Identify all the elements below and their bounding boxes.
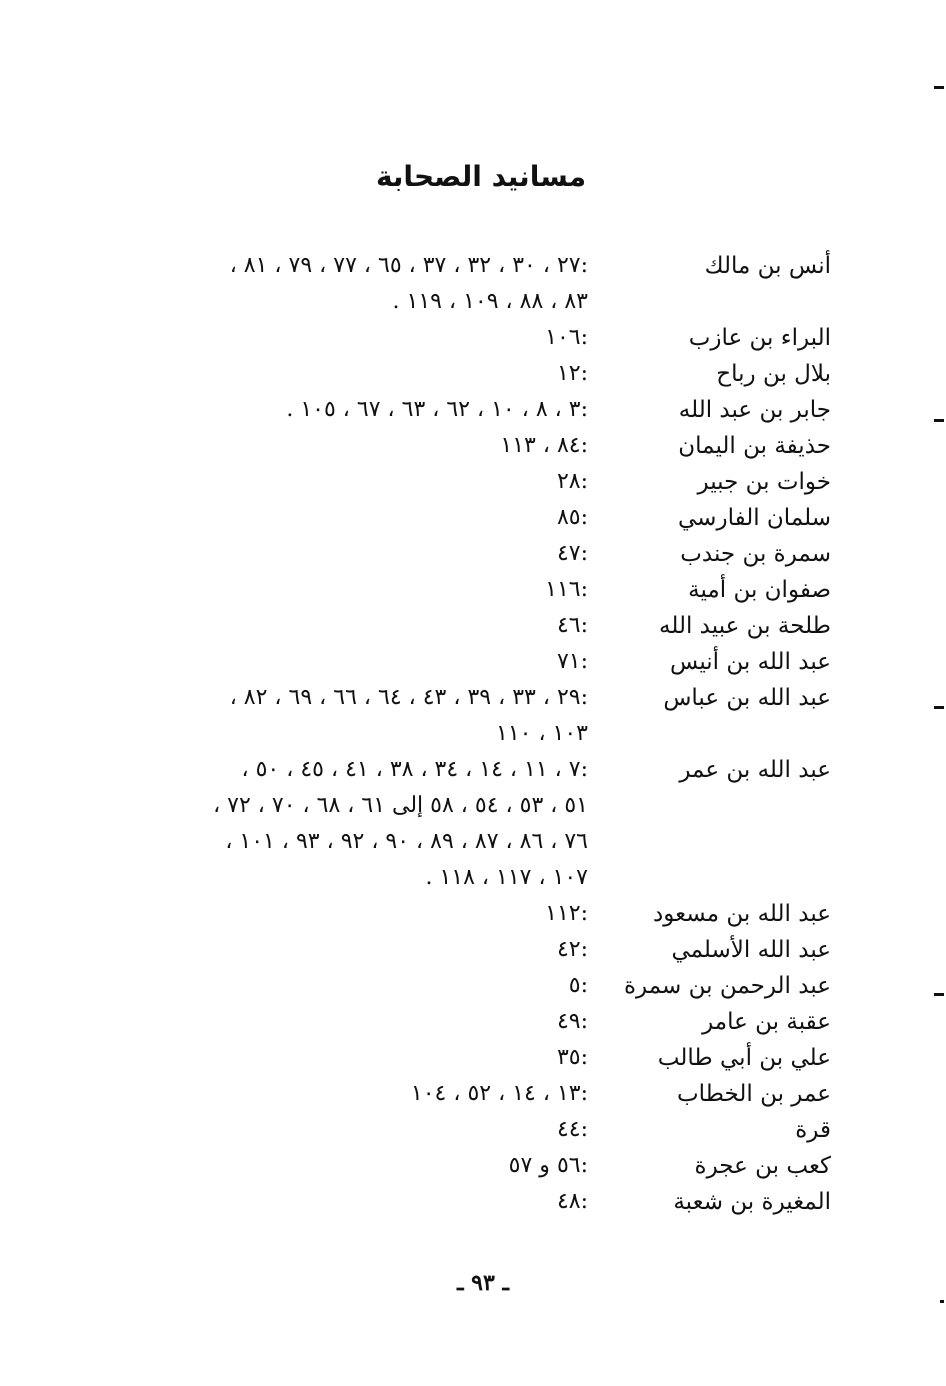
margin-mark [940, 1300, 944, 1303]
margin-mark [934, 993, 944, 996]
companion-name: عقبة بن عامر [702, 1009, 831, 1035]
page-reference-line: :٧١ [556, 649, 588, 674]
separator-colon: : [580, 469, 588, 494]
companion-name: عبد الله بن عباس [663, 685, 831, 711]
companion-name: حذيفة بن اليمان [678, 433, 831, 459]
page-reference-line: :٤٩ [556, 1009, 588, 1034]
page-references [140, 1148, 588, 1184]
margin-mark [934, 706, 944, 709]
companion-name: جابر بن عبد الله [678, 397, 831, 423]
separator-colon: : [580, 1117, 588, 1142]
index-entry [0, 644, 946, 680]
companion-name: خوات بن جبير [697, 469, 831, 495]
companion-name: سمرة بن جندب [680, 541, 831, 567]
page-reference-line: ١٠٧ ، ١١٧ ، ١١٨ . [425, 865, 588, 890]
separator-colon: : [580, 757, 588, 782]
page-reference-line: :٨٥ [556, 505, 588, 530]
page-reference-line: :١١٦ [545, 577, 588, 602]
index-entry [0, 968, 946, 1004]
separator-colon: : [580, 649, 588, 674]
companion-name: صفوان بن أمية [688, 577, 831, 603]
companions-index [0, 248, 946, 1220]
page-references [140, 248, 588, 320]
companion-name: عمر بن الخطاب [676, 1081, 831, 1107]
companion-name: قرة [795, 1117, 831, 1143]
companion-name: المغيرة بن شعبة [673, 1189, 831, 1215]
index-entry [0, 392, 946, 428]
page-reference-line: :٤٤ [556, 1117, 588, 1142]
page-references [140, 680, 588, 752]
companion-name: عبد الله بن عمر [679, 757, 831, 783]
page-references [140, 896, 588, 932]
companion-name: أنس بن مالك [704, 253, 831, 279]
page-reference-line: :١٣ ، ١٤ ، ٥٢ ، ١٠٤ [410, 1081, 588, 1106]
page-reference-line: ٥١ ، ٥٣ ، ٥٤ ، ٥٨ إلى ٦١ ، ٦٨ ، ٧٠ ، ٧٢ ، [213, 793, 588, 818]
index-entry [0, 608, 946, 644]
page-references [140, 536, 588, 572]
page-title: مسانيد الصحابة [375, 160, 587, 193]
page-references [140, 1004, 588, 1040]
page-reference-line: :٧ ، ١١ ، ١٤ ، ٣٤ ، ٣٨ ، ٤١ ، ٤٥ ، ٥٠ ، [241, 757, 588, 782]
page-references [140, 644, 588, 680]
page-references [140, 608, 588, 644]
separator-colon: : [580, 613, 588, 638]
separator-colon: : [580, 973, 588, 998]
separator-colon: : [580, 685, 588, 710]
index-entry [0, 1004, 946, 1040]
page-references [140, 428, 588, 464]
separator-colon: : [580, 325, 588, 350]
page-references [140, 1040, 588, 1076]
separator-colon: : [580, 541, 588, 566]
page-reference-line: ٧٦ ، ٨٦ ، ٨٧ ، ٨٩ ، ٩٠ ، ٩٢ ، ٩٣ ، ١٠١ ، [225, 829, 588, 854]
page-reference-line: ١٠٣ ، ١١٠ [496, 721, 588, 746]
companion-name: كعب بن عجرة [694, 1153, 831, 1179]
index-entry [0, 680, 946, 752]
margin-mark [934, 86, 944, 89]
page-references [140, 572, 588, 608]
page-reference-line: :٤٦ [556, 613, 588, 638]
index-entry [0, 464, 946, 500]
page-references [140, 320, 588, 356]
companion-name: عبد الرحمن بن سمرة [624, 973, 831, 999]
index-entry [0, 248, 946, 320]
page-references [140, 500, 588, 536]
page-reference-line: :١٢ [556, 361, 588, 386]
companion-name: عبد الله بن أنيس [670, 649, 831, 675]
index-entry [0, 428, 946, 464]
separator-colon: : [580, 253, 588, 278]
index-entry [0, 1040, 946, 1076]
page-reference-line: :٥٦ و ٥٧ [508, 1153, 588, 1178]
separator-colon: : [580, 1189, 588, 1214]
margin-mark [934, 419, 944, 422]
page-references [140, 1184, 588, 1220]
page-references [140, 1112, 588, 1148]
page-reference-line: :٨٤ ، ١١٣ [500, 433, 588, 458]
index-entry [0, 1112, 946, 1148]
separator-colon: : [580, 1009, 588, 1034]
index-entry [0, 572, 946, 608]
separator-colon: : [580, 1045, 588, 1070]
page-references [140, 932, 588, 968]
index-entry [0, 356, 946, 392]
page-reference-line: :٤٢ [556, 937, 588, 962]
index-entry [0, 932, 946, 968]
page-reference-line: :٣٥ [556, 1045, 588, 1070]
page-number: ـ ٩٣ ـ [457, 1270, 509, 1296]
separator-colon: : [580, 361, 588, 386]
separator-colon: : [580, 433, 588, 458]
page-references [140, 392, 588, 428]
index-entry [0, 500, 946, 536]
index-entry [0, 1148, 946, 1184]
page-references [140, 968, 588, 1004]
index-entry [0, 896, 946, 932]
page-reference-line: :٥ [568, 973, 588, 998]
index-entry [0, 752, 946, 896]
separator-colon: : [580, 397, 588, 422]
page-reference-line: ٨٣ ، ٨٨ ، ١٠٩ ، ١١٩ . [392, 289, 588, 314]
separator-colon: : [580, 901, 588, 926]
page-reference-line: :٢٨ [556, 469, 588, 494]
page-references [140, 752, 588, 896]
page-references [140, 1076, 588, 1112]
index-entry [0, 320, 946, 356]
page-reference-line: :٣ ، ٨ ، ١٠ ، ٦٢ ، ٦٣ ، ٦٧ ، ١٠٥ . [286, 397, 588, 422]
separator-colon: : [580, 1081, 588, 1106]
page-references [140, 356, 588, 392]
companion-name: عبد الله بن مسعود [653, 901, 831, 927]
page-reference-line: :٢٧ ، ٣٠ ، ٣٢ ، ٣٧ ، ٦٥ ، ٧٧ ، ٧٩ ، ٨١ ، [229, 253, 588, 278]
index-entry [0, 1076, 946, 1112]
separator-colon: : [580, 577, 588, 602]
companion-name: بلال بن رباح [716, 361, 831, 387]
separator-colon: : [580, 937, 588, 962]
page-reference-line: :٢٩ ، ٣٣ ، ٣٩ ، ٤٣ ، ٦٤ ، ٦٦ ، ٦٩ ، ٨٢ ، [229, 685, 588, 710]
index-entry [0, 536, 946, 572]
page-reference-line: :٤٧ [556, 541, 588, 566]
companion-name: علي بن أبي طالب [657, 1045, 831, 1071]
companion-name: سلمان الفارسي [678, 505, 831, 531]
page-reference-line: :١٠٦ [545, 325, 588, 350]
index-entry [0, 1184, 946, 1220]
companion-name: عبد الله الأسلمي [671, 937, 831, 963]
page-reference-line: :٤٨ [556, 1189, 588, 1214]
separator-colon: : [580, 1153, 588, 1178]
page-references [140, 464, 588, 500]
companion-name: طلحة بن عبيد الله [659, 613, 831, 639]
page-reference-line: :١١٢ [545, 901, 588, 926]
companion-name: البراء بن عازب [688, 325, 831, 351]
separator-colon: : [580, 505, 588, 530]
